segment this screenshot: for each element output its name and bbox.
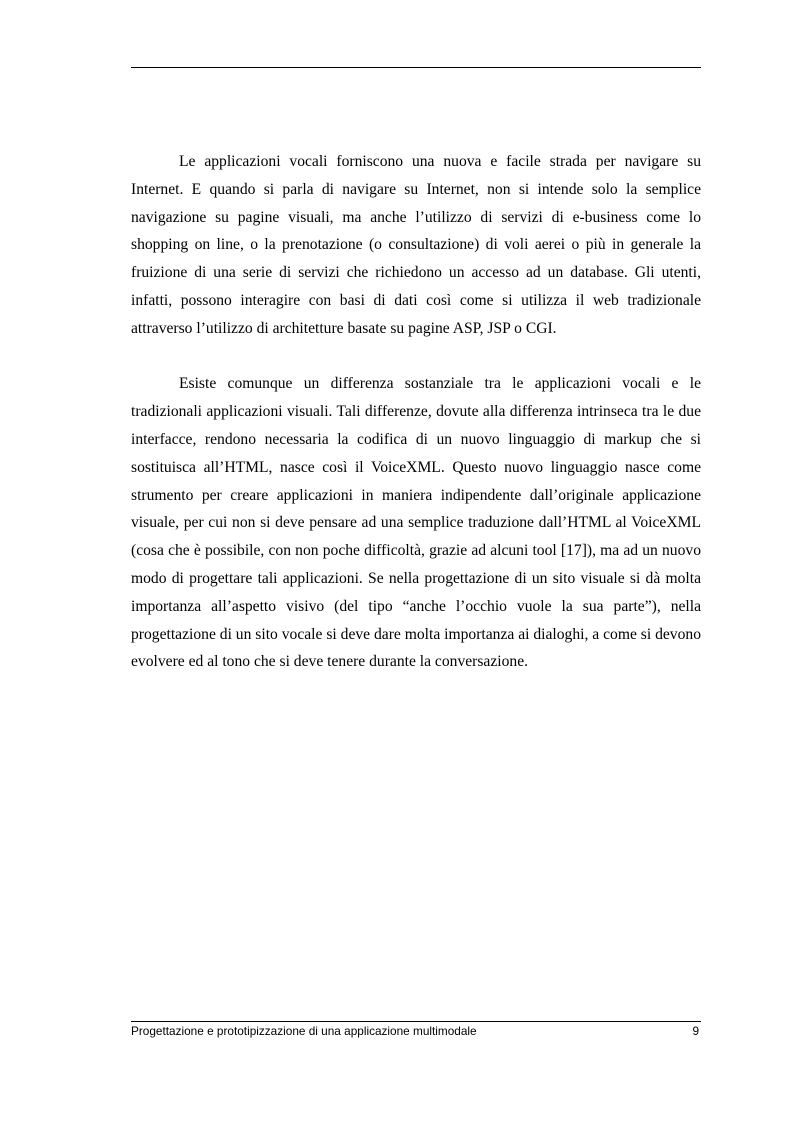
body-text (131, 148, 701, 676)
page-number: 9 (692, 1024, 699, 1038)
footer-title: Progettazione e prototipizzazione di una applicazione multimodale (131, 1024, 477, 1038)
page-footer (131, 1024, 701, 1039)
footer-rule (131, 1021, 701, 1022)
paragraph-2: Esiste comunque un differenza sostanziale tra le applicazioni vocali e le tradizionali applicazioni visuali. Tali differenze, dovute alla differenza intrinseca tra le due interfacce, rendono necessaria la codifica di un nuovo linguaggio di markup che si sostituisca all’HTML, nasce così il VoiceXML. Questo nuovo linguaggio nasce come strumento per creare applicazioni in maniera indipendente dall’originale applicazione visuale, per cui non si deve pensare ad una semplice traduzione dall’HTML al VoiceXML (cosa che è possibile, con non poche difficoltà, grazie ad alcuni tool [17]), ma ad un nuovo modo di progettare tali applicazioni. Se nella progettazione di un sito visuale si dà molta importanza all’aspetto visivo (del tipo “anche l’occhio vuole la sua parte”), nella progettazione di un sito vocale si deve dare molta importanza ai dialoghi, a come si devono evolvere ed al tono che si deve tenere durante la conversazione. (131, 375, 701, 671)
header-rule (131, 67, 701, 68)
paragraph-1: Le applicazioni vocali forniscono una nuova e facile strada per navigare su Internet. E quando si parla di navigare su Internet, non si intende solo la semplice navigazione su pagine visuali, ma anche l’utilizzo di servizi di e-business come lo shopping on line, o la prenotazione (o consultazione) di voli aerei o più in generale la fruizione di una serie di servizi che richiedono un accesso ad un database. Gli utenti, infatti, possono interagire con basi di dati così come si utilizza il web tradizionale attraverso l’utilizzo di architetture basate su pagine ASP, JSP o CGI. (131, 153, 701, 337)
